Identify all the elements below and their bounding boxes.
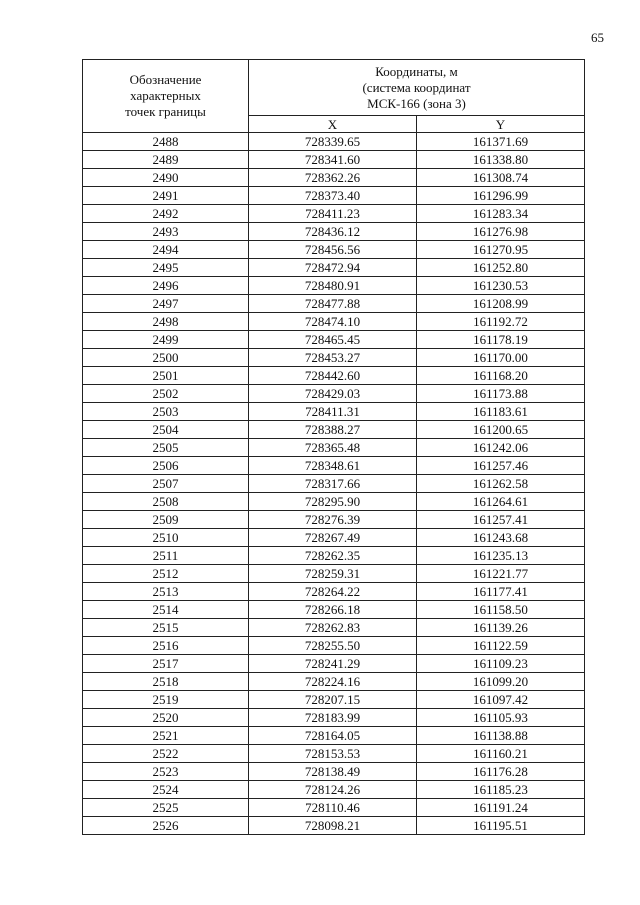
- x-coordinate-cell: 728339.65: [249, 133, 417, 151]
- table-row: [83, 277, 585, 295]
- x-coordinate-cell: 728411.23: [249, 205, 417, 223]
- point-number-cell: 2525: [83, 799, 249, 817]
- table-row: [83, 331, 585, 349]
- point-number-cell: 2501: [83, 367, 249, 385]
- point-number-cell: 2516: [83, 637, 249, 655]
- x-coordinate-cell: 728164.05: [249, 727, 417, 745]
- table-row: [83, 295, 585, 313]
- x-coordinate-cell: 728262.35: [249, 547, 417, 565]
- table-row: [83, 241, 585, 259]
- point-number-cell: 2518: [83, 673, 249, 691]
- x-coordinate-cell: 728255.50: [249, 637, 417, 655]
- point-number-cell: 2504: [83, 421, 249, 439]
- point-number-cell: 2512: [83, 565, 249, 583]
- y-coordinate-cell: 161338.80: [417, 151, 585, 169]
- x-coordinate-cell: 728429.03: [249, 385, 417, 403]
- y-coordinate-cell: 161185.23: [417, 781, 585, 799]
- y-coordinate-cell: 161230.53: [417, 277, 585, 295]
- y-coordinate-cell: 161097.42: [417, 691, 585, 709]
- y-coordinate-cell: 161170.00: [417, 349, 585, 367]
- y-coordinate-cell: 161176.28: [417, 763, 585, 781]
- point-number-cell: 2507: [83, 475, 249, 493]
- page-number: 65: [591, 30, 604, 45]
- table-row: [83, 673, 585, 691]
- point-number-cell: 2510: [83, 529, 249, 547]
- x-coordinate-cell: 728474.10: [249, 313, 417, 331]
- y-coordinate-cell: 161200.65: [417, 421, 585, 439]
- table-row: [83, 259, 585, 277]
- x-coordinate-cell: 728276.39: [249, 511, 417, 529]
- table-row: [83, 349, 585, 367]
- y-coordinate-cell: 161252.80: [417, 259, 585, 277]
- y-coordinate-cell: 161183.61: [417, 403, 585, 421]
- y-coordinate-cell: 161192.72: [417, 313, 585, 331]
- table-row: [83, 727, 585, 745]
- table-row: [83, 583, 585, 601]
- x-coordinate-cell: 728259.31: [249, 565, 417, 583]
- y-coordinate-cell: 161173.88: [417, 385, 585, 403]
- table-row: [83, 799, 585, 817]
- table-row: [83, 709, 585, 727]
- x-coordinate-cell: 728183.99: [249, 709, 417, 727]
- table-row: [83, 205, 585, 223]
- point-number-cell: 2511: [83, 547, 249, 565]
- x-coordinate-cell: 728138.49: [249, 763, 417, 781]
- point-number-cell: 2489: [83, 151, 249, 169]
- y-coordinate-cell: 161262.58: [417, 475, 585, 493]
- point-number-cell: 2494: [83, 241, 249, 259]
- x-coordinate-cell: 728465.45: [249, 331, 417, 349]
- y-coordinate-cell: 161242.06: [417, 439, 585, 457]
- x-coordinate-cell: 728456.56: [249, 241, 417, 259]
- x-coordinate-cell: 728480.91: [249, 277, 417, 295]
- table-row: [83, 475, 585, 493]
- y-coordinate-cell: 161105.93: [417, 709, 585, 727]
- point-number-cell: 2522: [83, 745, 249, 763]
- table-row: [83, 385, 585, 403]
- y-coordinate-cell: 161160.21: [417, 745, 585, 763]
- y-coordinate-cell: 161371.69: [417, 133, 585, 151]
- header-coordinates: [249, 60, 585, 116]
- point-number-cell: 2526: [83, 817, 249, 835]
- table-row: [83, 817, 585, 835]
- header-y: Y: [417, 116, 585, 133]
- point-number-cell: 2521: [83, 727, 249, 745]
- x-coordinate-cell: 728098.21: [249, 817, 417, 835]
- table-row: [83, 493, 585, 511]
- point-number-cell: 2519: [83, 691, 249, 709]
- point-number-cell: 2514: [83, 601, 249, 619]
- table-row: [83, 781, 585, 799]
- y-coordinate-cell: 161270.95: [417, 241, 585, 259]
- x-coordinate-cell: 728267.49: [249, 529, 417, 547]
- header-coordinates-text: Координаты, м (система координат МСК-166 (зона 3): [362, 63, 471, 111]
- point-number-cell: 2513: [83, 583, 249, 601]
- point-number-cell: 2496: [83, 277, 249, 295]
- table-header: [83, 60, 585, 133]
- point-number-cell: 2508: [83, 493, 249, 511]
- y-coordinate-cell: 161257.46: [417, 457, 585, 475]
- table-row: [83, 439, 585, 457]
- point-number-cell: 2503: [83, 403, 249, 421]
- point-number-cell: 2506: [83, 457, 249, 475]
- table-row: [83, 187, 585, 205]
- point-number-cell: 2491: [83, 187, 249, 205]
- table-row: [83, 655, 585, 673]
- header-point-designation: [83, 60, 249, 133]
- y-coordinate-cell: 161122.59: [417, 637, 585, 655]
- x-coordinate-cell: 728264.22: [249, 583, 417, 601]
- y-coordinate-cell: 161308.74: [417, 169, 585, 187]
- y-coordinate-cell: 161177.41: [417, 583, 585, 601]
- point-number-cell: 2490: [83, 169, 249, 187]
- point-number-cell: 2497: [83, 295, 249, 313]
- y-coordinate-cell: 161109.23: [417, 655, 585, 673]
- point-number-cell: 2505: [83, 439, 249, 457]
- y-coordinate-cell: 161099.20: [417, 673, 585, 691]
- point-number-cell: 2509: [83, 511, 249, 529]
- point-number-cell: 2517: [83, 655, 249, 673]
- x-coordinate-cell: 728295.90: [249, 493, 417, 511]
- x-coordinate-cell: 728362.26: [249, 169, 417, 187]
- table-row: [83, 619, 585, 637]
- x-coordinate-cell: 728477.88: [249, 295, 417, 313]
- table-row: [83, 691, 585, 709]
- x-coordinate-cell: 728262.83: [249, 619, 417, 637]
- header-point-designation-text: Обозначение характерных точек границы: [125, 72, 206, 119]
- table-row: [83, 133, 585, 151]
- x-coordinate-cell: 728224.16: [249, 673, 417, 691]
- table-row: [83, 457, 585, 475]
- table-row: [83, 511, 585, 529]
- x-coordinate-cell: 728365.48: [249, 439, 417, 457]
- y-coordinate-cell: 161158.50: [417, 601, 585, 619]
- x-coordinate-cell: 728110.46: [249, 799, 417, 817]
- y-coordinate-cell: 161264.61: [417, 493, 585, 511]
- y-coordinate-cell: 161138.88: [417, 727, 585, 745]
- table-row: [83, 565, 585, 583]
- table-row: [83, 223, 585, 241]
- point-number-cell: 2493: [83, 223, 249, 241]
- table-row: [83, 169, 585, 187]
- x-coordinate-cell: 728341.60: [249, 151, 417, 169]
- y-coordinate-cell: 161191.24: [417, 799, 585, 817]
- point-number-cell: 2488: [83, 133, 249, 151]
- x-coordinate-cell: 728436.12: [249, 223, 417, 241]
- y-coordinate-cell: 161221.77: [417, 565, 585, 583]
- point-number-cell: 2524: [83, 781, 249, 799]
- point-number-cell: 2515: [83, 619, 249, 637]
- x-coordinate-cell: 728348.61: [249, 457, 417, 475]
- coordinates-table: [82, 59, 585, 835]
- x-coordinate-cell: 728317.66: [249, 475, 417, 493]
- point-number-cell: 2495: [83, 259, 249, 277]
- table-row: [83, 547, 585, 565]
- x-coordinate-cell: 728207.15: [249, 691, 417, 709]
- table-row: [83, 421, 585, 439]
- table-row: [83, 367, 585, 385]
- table-row: [83, 637, 585, 655]
- point-number-cell: 2499: [83, 331, 249, 349]
- y-coordinate-cell: 161168.20: [417, 367, 585, 385]
- y-coordinate-cell: 161139.26: [417, 619, 585, 637]
- table-row: [83, 313, 585, 331]
- point-number-cell: 2520: [83, 709, 249, 727]
- table-row: [83, 529, 585, 547]
- header-x: X: [249, 116, 417, 133]
- table-row: [83, 403, 585, 421]
- x-coordinate-cell: 728442.60: [249, 367, 417, 385]
- y-coordinate-cell: 161296.99: [417, 187, 585, 205]
- point-number-cell: 2502: [83, 385, 249, 403]
- x-coordinate-cell: 728124.26: [249, 781, 417, 799]
- point-number-cell: 2500: [83, 349, 249, 367]
- x-coordinate-cell: 728411.31: [249, 403, 417, 421]
- table-row: [83, 745, 585, 763]
- x-coordinate-cell: 728241.29: [249, 655, 417, 673]
- y-coordinate-cell: 161178.19: [417, 331, 585, 349]
- x-coordinate-cell: 728472.94: [249, 259, 417, 277]
- x-coordinate-cell: 728266.18: [249, 601, 417, 619]
- y-coordinate-cell: 161208.99: [417, 295, 585, 313]
- point-number-cell: 2492: [83, 205, 249, 223]
- y-coordinate-cell: 161235.13: [417, 547, 585, 565]
- table-row: [83, 763, 585, 781]
- x-coordinate-cell: 728153.53: [249, 745, 417, 763]
- y-coordinate-cell: 161195.51: [417, 817, 585, 835]
- x-coordinate-cell: 728373.40: [249, 187, 417, 205]
- point-number-cell: 2498: [83, 313, 249, 331]
- y-coordinate-cell: 161283.34: [417, 205, 585, 223]
- table-body: [83, 133, 585, 835]
- point-number-cell: 2523: [83, 763, 249, 781]
- table-row: [83, 601, 585, 619]
- x-coordinate-cell: 728453.27: [249, 349, 417, 367]
- x-coordinate-cell: 728388.27: [249, 421, 417, 439]
- table-row: [83, 151, 585, 169]
- y-coordinate-cell: 161243.68: [417, 529, 585, 547]
- y-coordinate-cell: 161257.41: [417, 511, 585, 529]
- y-coordinate-cell: 161276.98: [417, 223, 585, 241]
